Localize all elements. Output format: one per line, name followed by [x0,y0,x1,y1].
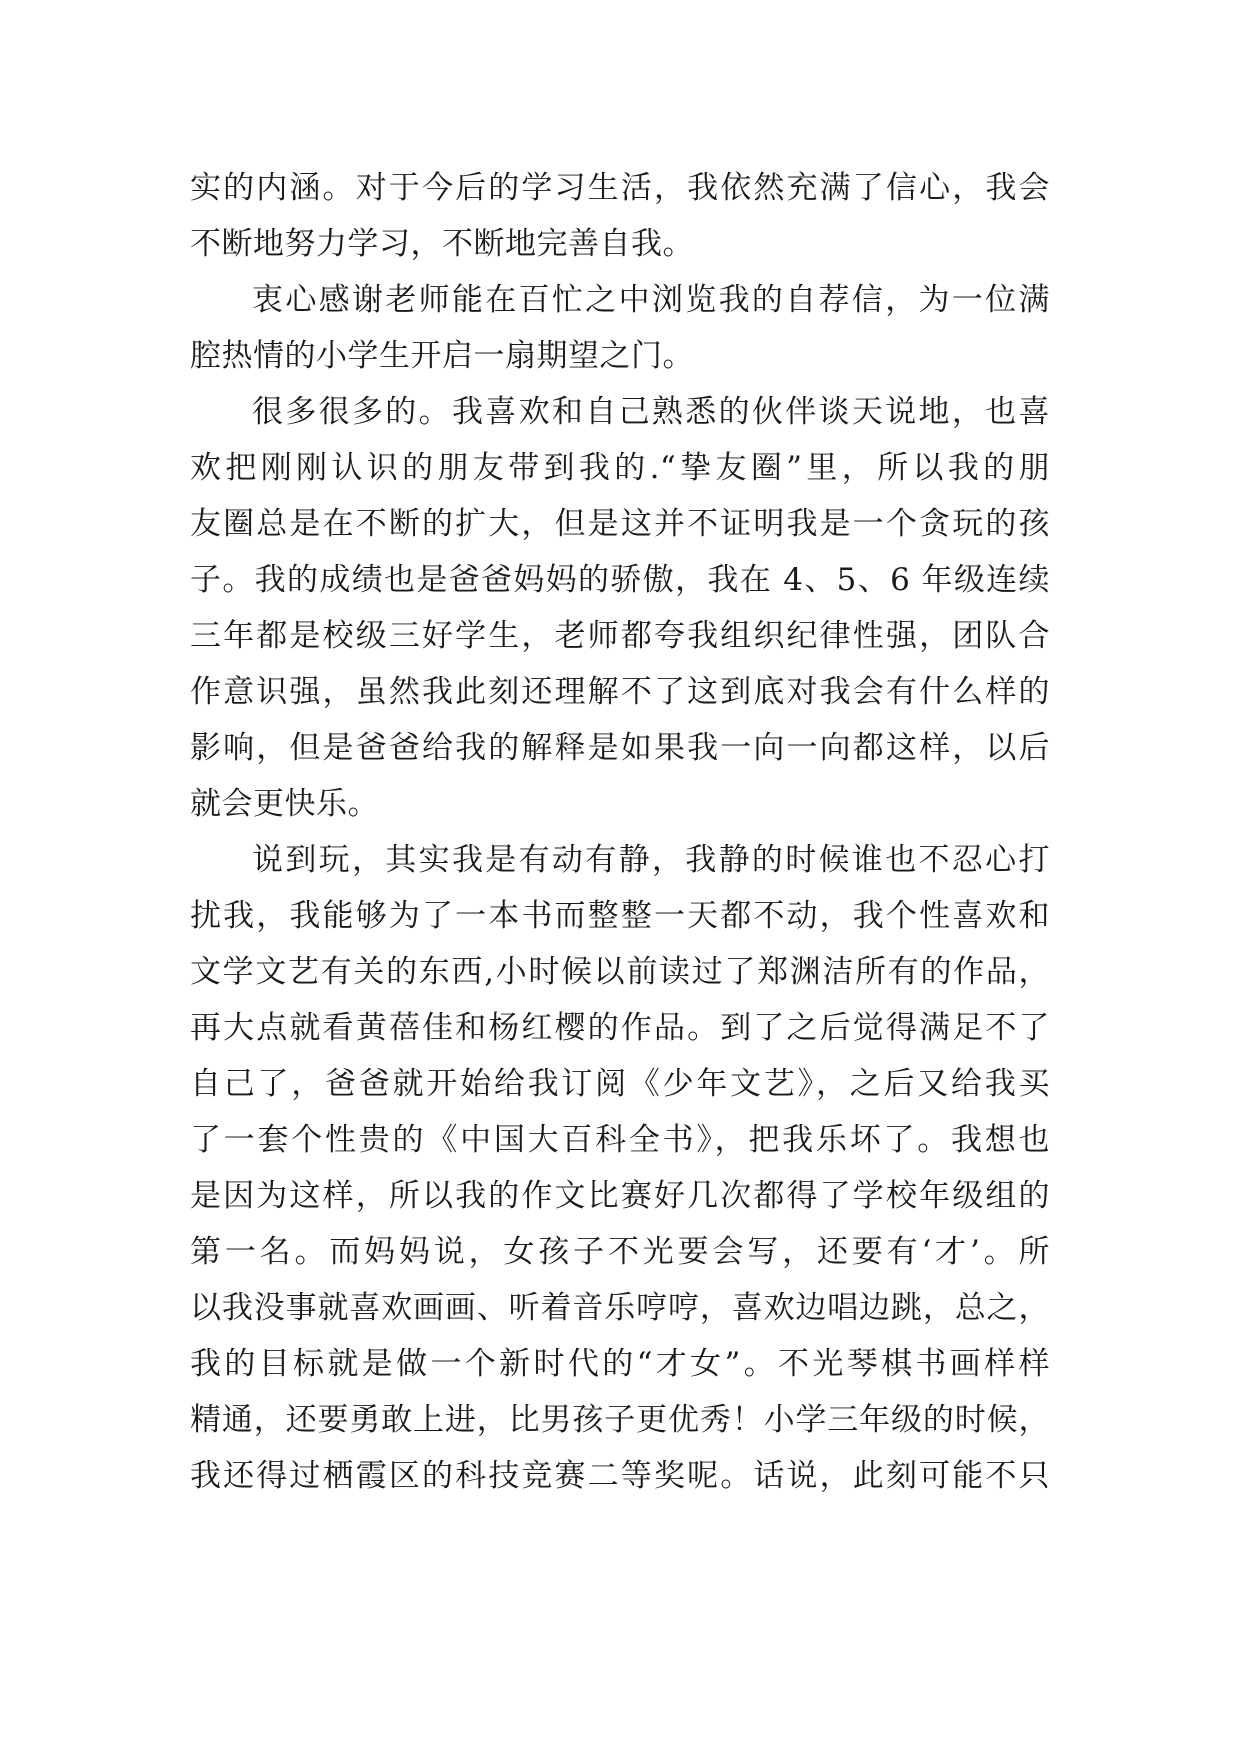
text-line: 说到玩，其实我是有动有静，我静的时候谁也不忍心打 [252,842,1050,878]
text-line: 以我没事就喜欢画画、听着音乐哼哼，喜欢边唱边跳，总之， [190,1290,1050,1326]
text-line: 不断地努力学习，不断地完善自我。 [190,226,694,262]
text-line: 衷心感谢老师能在百忙之中浏览我的自荐信，为一位满 [252,282,1050,318]
text-line: 实的内涵。对于今后的学习生活，我依然充满了信心，我会 [190,170,1050,206]
text-line: 就会更快乐。 [190,786,379,822]
text-line: 我的目标就是做一个新时代的“才女”。不光琴棋书画样样 [190,1346,1050,1382]
text-line: 子。我的成绩也是爸爸妈妈的骄傲，我在 4、5、6 年级连续 [190,562,1050,598]
text-line: 腔热情的小学生开启一扇期望之门。 [190,338,694,374]
text-line: 作意识强，虽然我此刻还理解不了这到底对我会有什么样的 [190,674,1050,710]
text-line: 是因为这样，所以我的作文比赛好几次都得了学校年级组的 [190,1178,1050,1214]
text-line: 三年都是校级三好学生，老师都夸我组织纪律性强，团队合 [190,618,1050,654]
text-line: 友圈总是在不断的扩大，但是这并不证明我是一个贪玩的孩 [190,506,1050,542]
text-line: 文学文艺有关的东西,小时候以前读过了郑渊洁所有的作品， [190,954,1050,990]
text-line: 了一套个性贵的《中国大百科全书》，把我乐坏了。我想也 [190,1122,1050,1158]
document-body [190,160,1050,1504]
text-line: 扰我，我能够为了一本书而整整一天都不动，我个性喜欢和 [190,898,1050,934]
text-line: 第一名。而妈妈说，女孩子不光要会写，还要有‘才’。所 [190,1234,1050,1270]
text-line: 影响，但是爸爸给我的解释是如果我一向一向都这样，以后 [190,730,1050,766]
text-line: 我还得过栖霞区的科技竞赛二等奖呢。话说，此刻可能不只 [190,1458,1050,1494]
text-line: 再大点就看黄蓓佳和杨红樱的作品。到了之后觉得满足不了 [190,1010,1050,1046]
text-line: 自己了，爸爸就开始给我订阅《少年文艺》，之后又给我买 [190,1066,1050,1102]
text-line: 欢把刚刚认识的朋友带到我的.“挚友圈”里，所以我的朋 [190,450,1050,486]
text-line: 精通，还要勇敢上进，比男孩子更优秀！小学三年级的时候， [190,1402,1050,1438]
text-line: 很多很多的。我喜欢和自己熟悉的伙伴谈天说地，也喜 [252,394,1050,430]
